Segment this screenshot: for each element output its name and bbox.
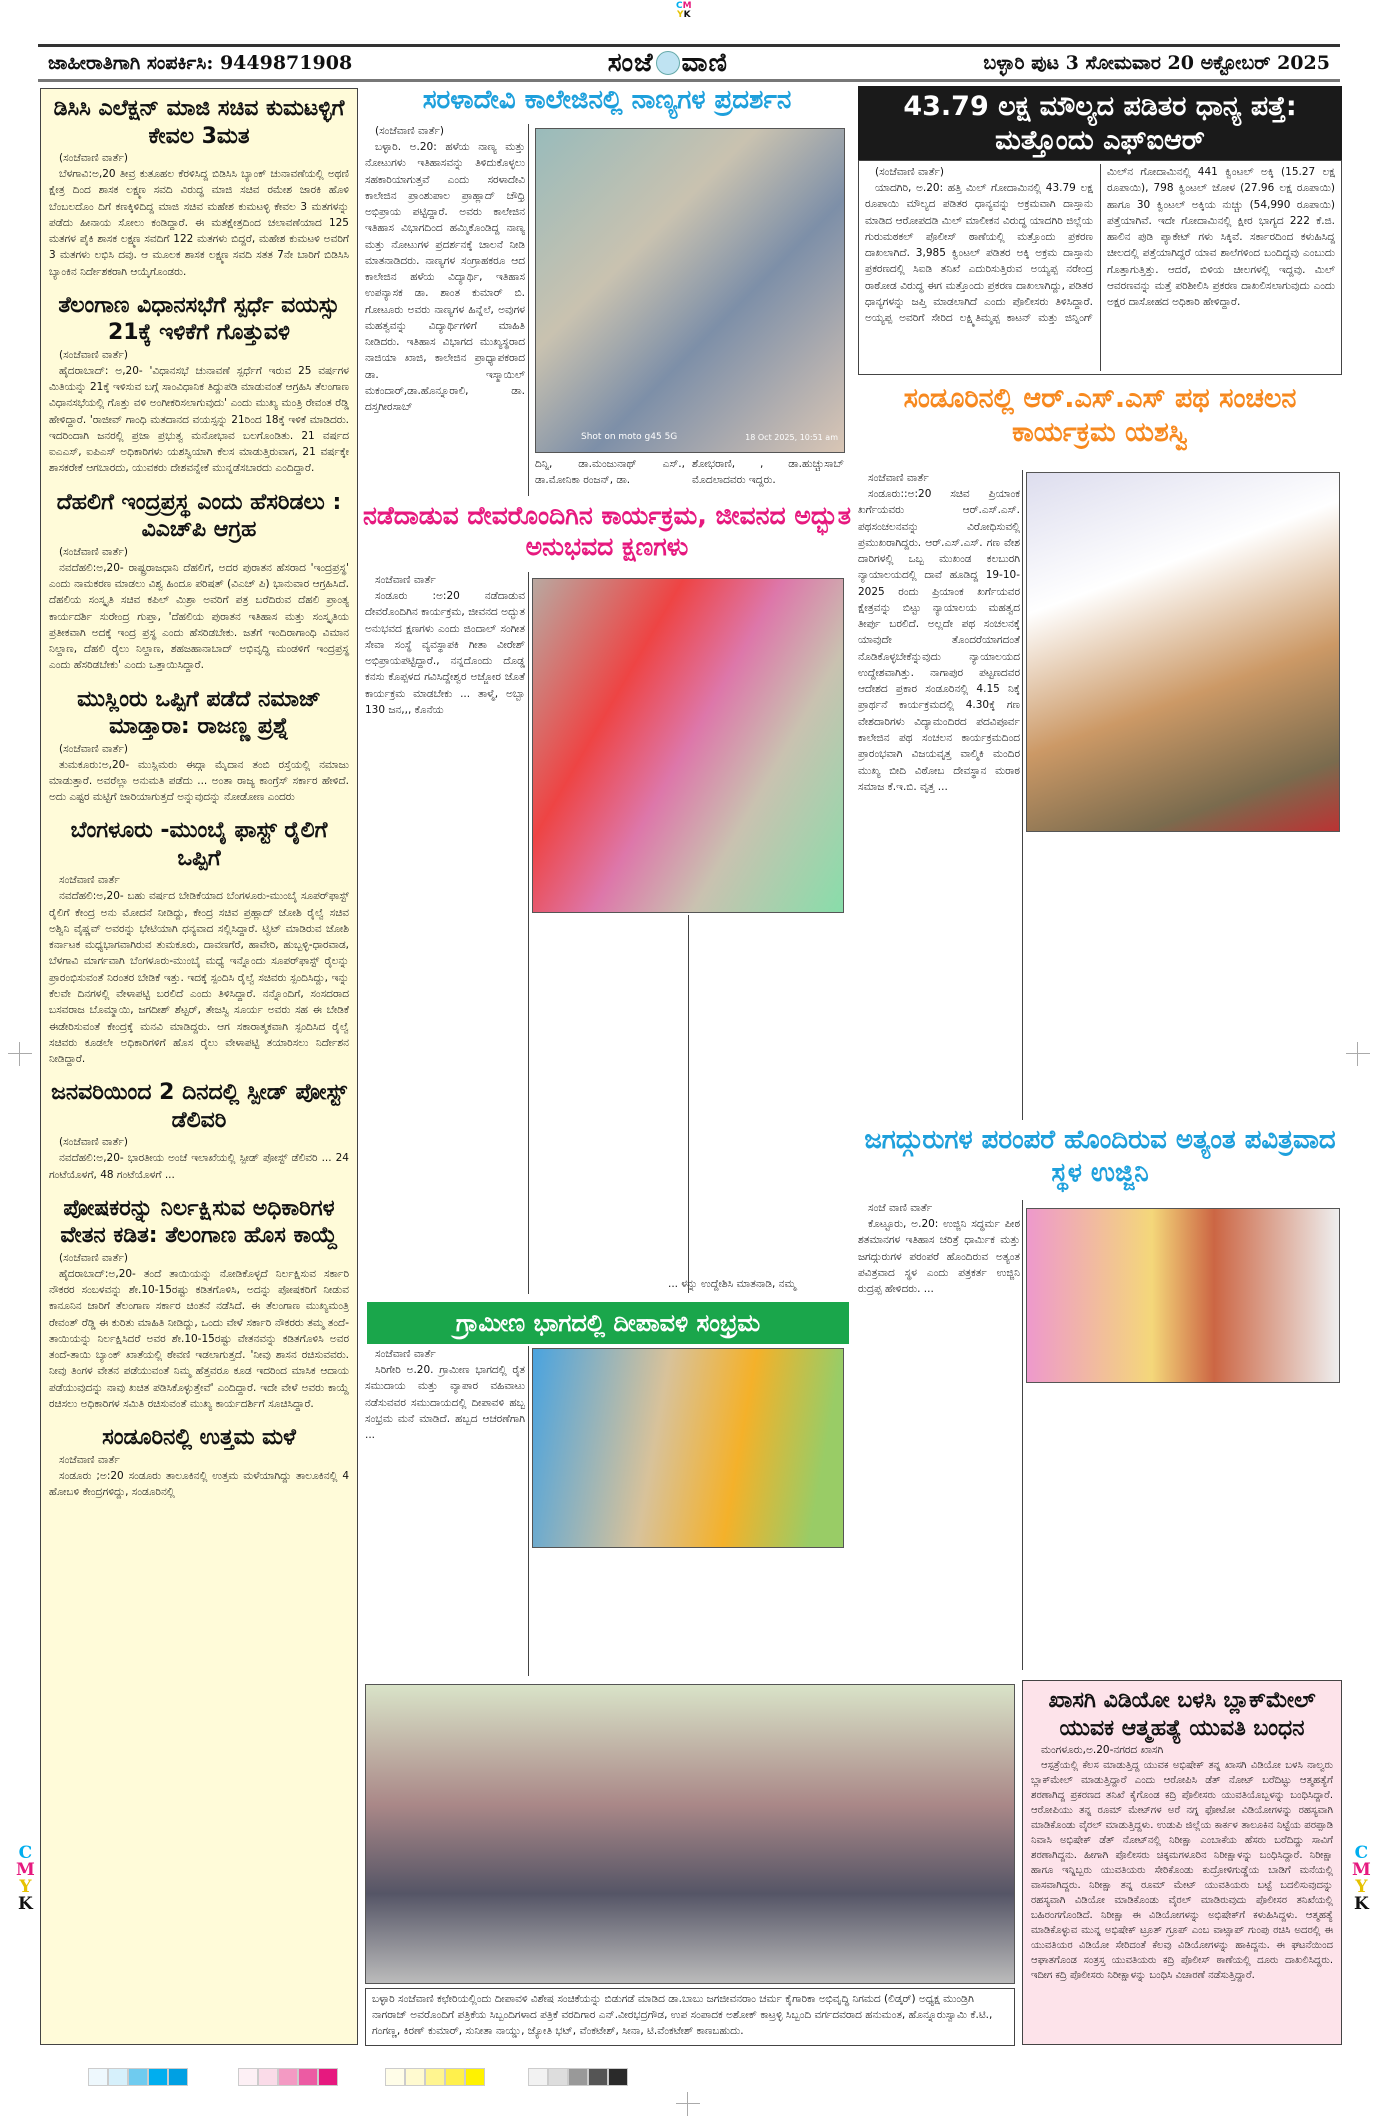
page-header xyxy=(38,44,1340,82)
byline: ಸಂಜೆವಾಣಿ ವಾರ್ತೆ xyxy=(59,1453,120,1466)
nadedaduva-article xyxy=(365,572,525,1292)
article-body: ಸಂಡೂರು::ಅ:20 ಸಚಿವ ಪ್ರಿಯಾಂಕ ಖರ್ಗೆಯವರು ಆರ್.ಎಸ್.ಎಸ್. ಪಥಸಂಚಲನವನ್ನು ವಿರೋಧಿಸುವಲ್ಲಿ ಪ್ರಮುಖರಾಗಿದ್ದರು. ಆರ್.ಎಸ್.ಎಸ್. ಗಣ ವೇಶ ದಾರಿಗಳಲ್ಲಿ ಒಬ್ಬ ಮುಖಂಡ ಕಲಬುರಗಿ ನ್ಯಾಯಾಲಯದಲ್ಲಿ ದಾವೆ ಹೂಡಿದ್ದ 19-10-2025 ರಂದು ಪ್ರಿಯಾಂಕ ಖರ್ಗೆಯವರ ಕ್ಷೇತ್ರವನ್ನು ಬಿಟ್ಟು ನ್ಯಾಯಾಲಯ ಮಹತ್ವದ ತೀರ್ಪು ಬರಲಿದೆ. ಅಲ್ಲದೇ ಪಥ ಸಂಚಲನಕ್ಕೆ ಯಾವುದೇ ತೊಂದರೆಯಾಗದಂತೆ ನೊಡಿಕೊಳ್ಳಬೇಕೆನ್ನುವುದು ನ್ಯಾಯಾಲಯದ ಉದ್ದೇಶವಾಗಿತ್ತು. ನಾಗಾಪುರ ಪಟ್ಟಣದವರ ಆದೇಶದ ಪ್ರಕಾರ ಸಂಡೂರಿನಲ್ಲಿ 4.15 ನಿಕ್ಕೆ ಪ್ರಾರ್ಥನೆ ಕಾರ್ಯಕ್ರಮದಲ್ಲಿ 4.30ಕ್ಕೆ ಗಣ ವೇಶದಾರಿಗಳು ವಿದ್ಯಾಮಂದಿರದ ಪದವಿಪೂರ್ವ ಕಾಲೇಜಿನ ಪಥ ಸಂಚಲನ ಕಾರ್ಯಕ್ರಮದಿಂದ ಪ್ರಾರಂಭವಾಗಿ ವಿಜಯವೃತ್ತ ವಾಲ್ಮಿಕಿ ಮಂದಿರ ಮುಖ್ಯ ಬೀದಿ ವಿಠೋಬ ದೇವಸ್ಥಾನ ಮರಾಠ ಸಮಾಜ ಕೆ.ಇ.ಬಿ. ವೃತ್ತ ... xyxy=(858,488,1020,793)
byline: ಸಂಜೆವಾಣಿ ವಾರ್ತೆ xyxy=(375,1348,436,1360)
color-swatch xyxy=(548,2068,568,2086)
color-swatch xyxy=(568,2068,588,2086)
color-swatch xyxy=(128,2068,148,2086)
masthead-logo: ಸಂಜೆ ವಾಣಿ xyxy=(607,47,728,78)
headline-nadedaduva: ನಡೆದಾಡುವ ದೇವರೊಂದಿಗಿನ ಕಾರ್ಯಕ್ರಮ, ಜೀವನದ ಅದ್ಭುತ ಅನುಭವದ ಕ್ಷಣಗಳು xyxy=(362,501,852,562)
color-bar-magenta xyxy=(238,2068,338,2086)
color-bar-black xyxy=(528,2068,628,2086)
color-swatch xyxy=(238,2068,258,2086)
coin-exhibition-photo xyxy=(535,128,845,453)
headline-gramina-deepavali: ಗ್ರಾಮೀಣ ಭಾಗದಲ್ಲಿ ದೀಪಾವಳಿ ಸಂಭ್ರಮ xyxy=(367,1302,849,1344)
saraladevi-article xyxy=(365,123,525,498)
article-body: ಸಂಡೂರು ;ಅ:20 ಸಂಡೂರು ತಾಲೂಕಿನಲ್ಲಿ ಉತ್ತಮ ಮಳೆಯಾಗಿದ್ದು ತಾಲೂಕಿನಲ್ಲಿ 4 ಹೋಬಳಿ ಕೇಂದ್ರಗಳಿದ್ದು, ಸಂಡೂರಿನಲ್ಲಿ xyxy=(49,1469,349,1498)
byline: (ಸಂಜೆವಾಣಿ ವಾರ್ತೆ) xyxy=(59,1251,128,1264)
headline-parents-salary: ಪೋಷಕರನ್ನು ನಿರ್ಲಕ್ಷಿಸುವ ಅಧಿಕಾರಿಗಳ ವೇತನ ಕಡಿತ: ತೆಲಂಗಾಣ ಹೊಸ ಕಾಯ್ದೆ xyxy=(60,1195,338,1249)
left-news-column xyxy=(40,88,358,2045)
headline-sandur-rain: ಸಂಡೂರಿನಲ್ಲಿ ಉತ್ತಮ ಮಳೆ xyxy=(102,1425,296,1451)
article-body: ಬಳ್ಳಾರಿ. ಅ.20: ಹಳೆಯ ನಾಣ್ಯ ಮತ್ತು ನೋಟುಗಳು ಇತಿಹಾಸವನ್ನು ತಿಳಿದುಕೊಳ್ಳಲು ಸಹಕಾರಿಯಾಗುತ್ತವೆ ಎಂದು ಸರಳಾದೇವಿ ಕಾಲೇಜಿನ ಪ್ರಾಂಶುಪಾಲ ಪ್ರಾಹ್ಲಾದ್ ಚೌಧ್ರಿ ಅಭಿಪ್ರಾಯ ಪಟ್ಟಿದ್ದಾರೆ. ಅವರು ಕಾಲೇಜಿನ ಇತಿಹಾಸ ವಿಭಾಗದಿಂದ ಹಮ್ಮಿಕೊಂಡಿದ್ದ ನಾಣ್ಯ ಮತ್ತು ನೋಟುಗಳ ಪ್ರದರ್ಶನಕ್ಕೆ ಚಾಲನೆ ನೀಡಿ ಮಾತನಾಡಿದರು. ನಾಣ್ಯಗಳ ಸಂಗ್ರಾಹಕರೂ ಆದ ಕಾಲೇಜಿನ ಹಳೆಯ ವಿದ್ಯಾರ್ಥಿ, ಇತಿಹಾಸ ಉಪನ್ಯಾಸಕ ಡಾ. ಶಾಂತ ಕುಮಾರ್ ಬಿ. ಗೋಟೂರು ಅವರು ನಾಣ್ಯಗಳ ಹಿನ್ನೆಲೆ, ಅವುಗಳ ಮಹತ್ವವನ್ನು ವಿದ್ಯಾರ್ಥಿಗಳಿಗೆ ಮಾಹಿತಿ ನೀಡಿದರು. ಇತಿಹಾಸ ವಿಭಾಗದ ಮುಖ್ಯಸ್ಥರಾದ ನಾಜಿಯಾ ಖಾಜಿ, ಕಾಲೇಜಿನ ಪ್ರಾಧ್ಯಾಪಕರಾದ ಡಾ. ಇಸ್ಮಾಯಿಲ್ ಮಕಂದಾರ್,ಡಾ.ಹೊನ್ನೂರಾಲಿ, ಡಾ. ದಸ್ತಗೀರಸಾಬ್ xyxy=(365,141,525,414)
article-body: ಕೊಟ್ಟೂರು, ಅ.20: ಉಜ್ಜಿನಿ ಸದ್ಧರ್ಮ ಪೀಠ ಶತಮಾನಗಳ ಇತಿಹಾಸ ಚರಿತ್ರೆ ಧಾರ್ಮಿಕ ಮತ್ತು ಜಗದ್ಗುರುಗಳ ಪರಂಪರೆ ಹೊಂದಿರುವ ಅತ್ಯಂತ ಪವಿತ್ರವಾದ ಸ್ಥಳ ಎಂದು ಪತ್ರಕರ್ತ ಉಜ್ಜಿನಿ ರುದ್ರಪ್ಪ ಹೇಳಿದರು. ... xyxy=(858,1218,1020,1296)
headline-saraladevi: ಸರಳಾದೇವಿ ಕಾಲೇಜಿನಲ್ಲಿ ನಾಣ್ಯಗಳ ಪ್ರದರ್ಶನ xyxy=(422,85,792,115)
color-swatch xyxy=(108,2068,128,2086)
byline: (ಸಂಜೆವಾಣಿ ವಾರ್ತೆ) xyxy=(59,742,128,755)
color-swatch xyxy=(148,2068,168,2086)
article-body: ದಿನ್ನಿ, ಡಾ.ಮಂಜುನಾಥ್ ಎಸ್., ಡಾ.ಮೋನಿಕಾ ರಂಜನ್, ಡಾ. xyxy=(535,458,685,487)
photo-stamp: Shot on moto g45 5G xyxy=(581,432,678,442)
article-body: ಆಸ್ಪತ್ರೆಯಲ್ಲಿ ಕೆಲಸ ಮಾಡುತ್ತಿದ್ದ ಯುವಕ ಅಭಿಷೇಕ್ ತನ್ನ ಖಾಸಗಿ ವಿಡಿಯೋ ಬಳಸಿ ನಾಲ್ವರು ಬ್ಲಾಕ್‌ಮೇಲ್ ಮಾಡುತ್ತಿದ್ದಾರೆ ಎಂದು ಆರೋಪಿಸಿ ಡೆತ್ ನೋಟ್ ಬರೆದಿಟ್ಟು ಆತ್ಮಹತ್ಯೆಗೆ ಶರಣಾಗಿದ್ದ ಪ್ರಕರಣದ ತನಿಖೆ ಕೈಗೊಂಡ ಕದ್ರಿ ಪೊಲೀಸರು ಯುವತಿಯೊಬ್ಬಳನ್ನು ಬಂಧಿಸಿದ್ದಾರೆ. ಆರೋಪಿಯು ತನ್ನ ರೂಮ್ ಮೇಟ್‌ಗಳ ಅರೆ ನಗ್ನ ಫೋಟೋ ವಿಡಿಯೋಗಳನ್ನು ರಹಸ್ಯವಾಗಿ ಮಾಡಿಕೊಂಡು ವೈರಲ್ ಮಾಡುತ್ತಿದ್ದಳು. ಉಡುಪಿ ಜಿಲ್ಲೆಯ ಕಾರ್ಕಳ ತಾಲೂಕಿನ ನಿಟ್ಟೆಯ ಪರಪ್ಪಾಡಿ ನಿವಾಸಿ ಅಭಿಷೇಕ್ ಡೆತ್ ನೋಟ್‌ನಲ್ಲಿ ನಿರೀಕ್ಷಾ ಎಂಬಾಕೆಯ ಹೆಸರು ಬರೆದಿದ್ದು ಸಾವಿಗೆ ಶರಣಾಗಿದ್ದನು. ಹೀಗಾಗಿ ಪೊಲೀಸರು ಚಿಕ್ಕಮಗಳೂರಿನ ನಿರೀಕ್ಷಾಳನ್ನು ಬಂಧಿಸಿದ್ದಾರೆ. ನಿರೀಕ್ಷಾ ಹಾಗೂ ಇನ್ನಿಬ್ಬರು ಯುವತಿಯರು ಸೇರಿಕೊಂಡು ಕುದ್ರೋಳಿಗುಡ್ಡೆಯ ಬಾಡಿಗೆ ಮನೆಯಲ್ಲಿ ವಾಸವಾಗಿದ್ದರು. ನಿರೀಕ್ಷಾ ತನ್ನ ರೂಮ್ ಮೇಟ್ ಯುವತಿಯರು ಬಟ್ಟೆ ಬದಲಿಸುವುದನ್ನು ರಹಸ್ಯವಾಗಿ ವಿಡಿಯೋ ಮಾಡಿಕೊಂಡು ವೈರಲ್ ಮಾಡಿರುವುದು ಪೊಲೀಸರ ತನಿಖೆಯಲ್ಲಿ ಬಹಿರಂಗಗೊಂಡಿದೆ. ನಿರೀಕ್ಷಾ ಈ ವಿಡಿಯೋಗಳನ್ನು ಅಭಿಷೇಕ್‌ಗೆ ಕಳುಹಿಸಿದ್ದಳು. ಆತ್ಮಹತ್ಯೆ ಮಾಡಿಕೊಳ್ಳುವ ಮುನ್ನ ಅಭಿಷೇಕ್ ಟ್ರೂತ್ ಗ್ರೂಪ್ ಎಂಬ ವಾಟ್ಸಾಪ್ ಗುಂಪು ರಚಿಸಿ ಅದರಲ್ಲಿ ಈ ಯುವತಿಯರ ವಿಡಿಯೋ ಸೇರಿದಂತೆ ಕೆಲವು ವಿಡಿಯೋಗಳನ್ನು ಹಾಕಿದ್ದನು. ಈ ಘಟನೆಯಿಂದ ಆಘಾತಗೊಂಡ ಸಂತ್ರಸ್ತ ಯುವತಿಯರು ಕದ್ರಿ ಪೊಲೀಸ್ ಠಾಣೆಯಲ್ಲಿ ದೂರು ದಾಖಲಿಸಿದ್ದರು. ಇದೀಗ ಕದ್ರಿ ಪೊಲೀಸರು ನಿರೀಕ್ಷಾಳನ್ನು ಬಂಧಿಸಿ ವಿಚಾರಣೆ ನಡೆಸುತ್ತಿದ್ದಾರೆ. xyxy=(1031,1760,1333,1981)
headline-indraprastha: ದೆಹಲಿಗೆ ಇಂದ್ರಪ್ರಸ್ಥ ಎಂದು ಹೆಸರಿಡಲು : ವಿಎಚ್‌ಪಿ ಆಗ್ರಹ xyxy=(56,489,342,543)
byline: ಸಂಜೆವಾಣಿ ವಾರ್ತೆ xyxy=(868,472,929,484)
blackmail-article xyxy=(1022,1680,1342,2045)
headline-grain-fir: 43.79 ಲಕ್ಷ ಮೌಲ್ಯದ ಪಡಿತರ ಧಾನ್ಯ ಪತ್ತೆ: ಮತ್ತೊಂದು ಎಫ್‌ಐಆರ್ xyxy=(858,86,1342,160)
color-swatch xyxy=(528,2068,548,2086)
color-swatch xyxy=(588,2068,608,2086)
byline: ಸಂಜೆವಾಣಿ ವಾರ್ತೆ xyxy=(59,874,120,887)
headline-namaz: ಮುಸ್ಲಿಂರು ಒಪ್ಪಿಗೆ ಪಡೆದೆ ನಮಾಜ್ ಮಾಡ್ತಾರಾ: ರಾಜಣ್ಣ ಪ್ರಶ್ನೆ xyxy=(77,686,321,740)
color-swatch xyxy=(445,2068,465,2086)
registration-mark xyxy=(676,2092,700,2116)
article-body: ಸಂಡೂರು :ಅ:20 ನಡೆದಾಡುವ ದೇವರೊಂದಿಗಿನ ಕಾರ್ಯಕ್ರಮ, ಜೀವನದ ಅದ್ಭುತ ಅನುಭವದ ಕ್ಷಣಗಳು ಎಂದು ಜಿಂದಾಲ್ ಸಂಗೀತ ಸೇವಾ ಸಂಸ್ಥೆ ವ್ಯವಸ್ಥಾಪಕಿ ಗೀತಾ ವೀರೇಶ್ ಅಭಿಪ್ರಾಯಪಟ್ಟಿದ್ದಾರೆ., ನನ್ನದೊಂದು ದೊಡ್ಡ ಕನಸು ಕೊಪ್ಪಳದ ಗವಿಸಿದ್ದೇಶ್ವರ ಅಜ್ಜೋರ ಜೊತೆ ಕಾರ್ಯಕ್ರಮ ಮಾಡಬೇಕು ... ತಾಳ್ಮೆ, ಅಬ್ಬಾ 130 ಜನ,,, ಕೊನೆಯ xyxy=(365,590,525,716)
color-bar-cyan xyxy=(88,2068,188,2086)
edition-date: ಬಳ್ಳಾರಿ ಪುಟ 3 ಸೋಮವಾರ 20 ಅಕ್ಟೋಬರ್ 2025 xyxy=(983,52,1330,74)
cmyk-mark-left: C M Y K xyxy=(16,1843,35,1914)
article-body: ... ಳನ್ನು ಉದ್ದೇಶಿಸಿ ಮಾತನಾಡಿ, ನಮ್ಮ xyxy=(668,1278,796,1290)
color-swatch xyxy=(608,2068,628,2086)
color-swatch xyxy=(258,2068,278,2086)
photo-date: 18 Oct 2025, 10:51 am xyxy=(745,433,838,442)
color-swatch xyxy=(318,2068,338,2086)
ujjaini-article xyxy=(858,1200,1020,1670)
color-swatch xyxy=(298,2068,318,2086)
color-swatch xyxy=(88,2068,108,2086)
article-body: ನವದೆಹಲಿ:ಅ,20- ಬಹು ವರ್ಷದ ಬೇಡಿಕೆಯಾದ ಬೆಂಗಳೂರು-ಮುಂಬೈ ಸೂಪರ್‌ಫಾಸ್ಟ್ ರೈಲಿಗೆ ಕೇಂದ್ರ ಅನು ಮೋದನೆ ನೀಡಿದ್ದು, ಕೇಂದ್ರ ಸಚಿವ ಪ್ರಹ್ಲಾದ್ ಜೋಶಿ ರೈಲ್ವೆ ಸಚಿವ ಅಶ್ವಿನಿ ವೈಷ್ಣವ್ ಅವರನ್ನು ಭೇಟಿಯಾಗಿ ಧನ್ಯವಾದ ಸಲ್ಲಿಸಿದ್ದಾರೆ. ಟ್ವಿಟ್ ಮಾಡಿರುವ ಜೋಶಿ ಕರ್ನಾಟಕ ಮಧ್ಯಭಾಗವಾಗಿರುವ ತುಮಕೂರು, ದಾವಣಗೆರೆ, ಹಾವೇರಿ, ಹುಬ್ಬಳ್ಳಿ-ಧಾರವಾಡ, ಬೆಳಗಾವಿ ಮಾರ್ಗವಾಗಿ ಬೆಂಗಳೂರು-ಮುಂಬೈ ಮಧ್ಯೆ ಇನ್ನೊಂದು ಸೂಪರ್‌ಫಾಸ್ಟ್ ರೈಲನ್ನು ಪ್ರಾರಂಭಿಸುವಂತೆ ನಿರಂತರ ಬೇಡಿಕೆ ಇತ್ತು. ಇದಕ್ಕೆ ಸ್ಪಂದಿಸಿ ರೈಲ್ವೆ ಸಚಿವರು ಸ್ಪಂದಿಸಿದ್ದು, ಇನ್ನು ಕೆಲವೇ ದಿನಗಳಲ್ಲಿ ವೇಳಾಪಟ್ಟಿ ಬರಲಿದೆ ಎಂದು ತಿಳಿಸಿದ್ದಾರೆ. ನನ್ನೊಂದಿಗೆ, ಸಂಸದರಾದ ಬಸವರಾಜ ಬೊಮ್ಮಾಯಿ, ಜಗದೀಶ್ ಶೆಟ್ಟರ್, ತೇಜಸ್ವಿ ಸೂರ್ಯ ಅವರು ಸಹ ಈ ಬೇಡಿಕೆ ಈಡೇರಿಸುವಂತೆ ಕೇಂದ್ರಕ್ಕೆ ಮನವಿ ಮಾಡಿದ್ದರು. ಆಗ ಸಕಾರಾತ್ಮಕವಾಗಿ ಸ್ಪಂದಿಸಿದ ರೈಲ್ವೆ ಸಚಿವರು ಕೂಡಲೇ ಅಧಿಕಾರಿಗಳಿಗೆ ಹೊಸ ರೈಲು ವೇಳಾಪಟ್ಟಿ ತಯಾರಿಸಲು ನಿರ್ದೇಶನ ನೀಡಿದ್ದಾರೆ. xyxy=(49,890,349,1066)
color-swatch xyxy=(405,2068,425,2086)
headline-blackmail: ಖಾಸಗಿ ವಿಡಿಯೋ ಬಳಸಿ ಬ್ಲಾಕ್‌ಮೇಲ್ ಯುವಕ ಆತ್ಮಹತ್ಯೆ ಯುವತಿ ಬಂಧನ xyxy=(1048,1688,1316,1741)
byline: (ಸಂಜೆವಾಣಿ ವಾರ್ತೆ) xyxy=(59,545,128,558)
headline-fast-rail: ಬೆಂಗಳೂರು -ಮುಂಬೈ ಫಾಸ್ಟ್ ರೈಲಿಗೆ ಒಪ್ಪಿಗೆ xyxy=(70,818,328,871)
emblem-icon xyxy=(656,51,680,75)
article-body: ಬೆಳಗಾವಿ:ಅ,20 ತೀವ್ರ ಕುತೂಹಲ ಕೆರಳಿಸಿದ್ದ ಬಿಡಿಸಿಸಿ ಬ್ಯಾಂಕ್ ಚುನಾವಣೆಯಲ್ಲಿ ಅಥಣಿ ಕ್ಷೇತ್ರ ದಿಂದ ಶಾಸಕ ಲಕ್ಷ್ಮಣ ಸವದಿ ವಿರುದ್ಧ ಮಾಜಿ ಸಚಿವ ರಮೇಶ ಜಾರಕಿ ಹೊಳಿ ಬೆಂಬಲದೊಂ ದಿಗೆ ಕಣಕ್ಕಿಳಿದಿದ್ದ ಮಾಜಿ ಸಚಿವ ಮಹೇಶ ಕುಮಟಳ್ಳಿ ಕೇವಲ 3 ಮತಗಳನ್ನು ಪಡೆದು ಹೀನಾಯ ಸೋಲು ಕಂಡಿದ್ದಾರೆ. ಈ ಮತಕ್ಷೇತ್ರದಿಂದ ಚಲಾವಣೆಯಾದ 125 ಮತಗಳ ಪೈಕಿ ಶಾಸಕ ಲಕ್ಷ್ಮಣ ಸವದಿಗೆ 122 ಮತಗಳು ಬಿದ್ದರೆ, ಮಹೇಶ ಕುಮಟಳಿ ಅವರಿಗೆ 3 ಮತಗಳು ಲಭಿಸಿ ದವು. ಆ ಮೂಲಕ ಶಾಸಕ ಲಕ್ಷ್ಮಣ ಸವದಿ ಸತತ 7ನೇ ಬಾರಿಗೆ ಬಿಡಿಸಿಸಿ ಬ್ಯಾಂಕಿನ ನಿರ್ದೇಶಕರಾಗಿ ಆಯ್ಕೆಗೊಂಡರು. xyxy=(49,168,349,278)
headline-rss-sandur: ಸಂಡೂರಿನಲ್ಲಿ ಆರ್.ಎಸ್.ಎಸ್ ಪಥ ಸಂಚಲನ ಕಾರ್ಯಕ್ರಮ ಯಶಸ್ವಿ xyxy=(903,383,1297,448)
byline: (ಸಂಜೆವಾಣಿ ವಾರ್ತೆ) xyxy=(59,348,128,361)
color-swatch xyxy=(425,2068,445,2086)
article-body: ಯಾದಗಿರಿ, ಅ.20: ಹತ್ತಿ ಮಿಲ್ ಗೋದಾಮಿನಲ್ಲಿ 43.79 ಲಕ್ಷ ರೂಪಾಯಿ ಮೌಲ್ಯದ ಪಡಿತರ ಧಾನ್ಯವನ್ನು ಅಕ್ರಮವಾಗಿ ದಾಸ್ತಾನು ಮಾಡಿದ ಆರೋಪದಡಿ ಮಿಲ್ ಮಾಲೀಕನ ವಿರುದ್ಧ ಯಾದಗಿರಿ ಜಿಲ್ಲೆಯ ಗುರುಮಠಕಲ್ ಪೊಲೀಸ್ ಠಾಣೆಯಲ್ಲಿ ಮತ್ತೊಂದು ಪ್ರಕರಣ ದಾಖಲಾಗಿದೆ. 3,985 ಕ್ವಿಂಟಲ್ ಪಡಿತರ ಅಕ್ಕಿ ಅಕ್ರಮ ದಾಸ್ತಾನು ಪ್ರಕರಣದಲ್ಲಿ ಸಿಐಡಿ ತನಿಖೆ ಎದುರಿಸುತ್ತಿರುವ ಅಯ್ಯಪ್ಪ ನರೇಂದ್ರ ರಾಠೋಡ ವಿರುದ್ಧ ಈಗ ಮತ್ತೊಂದು ಪ್ರಕರಣ ದಾಖಲಾಗಿದ್ದು, ಪಡಿತರ ಧಾನ್ಯಗಳನ್ನು ಜಪ್ತಿ ಮಾಡಲಾಗಿದೆ ಎಂದು ಪೊಲೀಸರು ತಿಳಿಸಿದ್ದಾರೆ. ಅಯ್ಯಪ್ಪ ಅವರಿಗೆ ಸೇರಿದ ಲಕ್ಷ್ಮಿತಿಮ್ಮಪ್ಪ ಕಾಟನ್ ಮತ್ತು ಜಿನ್ನಿಂಗ್ ಮಿಲ್‌ನ ಗೋದಾಮಿನಲ್ಲಿ 441 ಕ್ವಿಂಟಲ್ ಅಕ್ಕಿ (15.27 ಲಕ್ಷ ರೂಪಾಯಿ), 798 ಕ್ವಿಂಟಲ್ ಜೋಳ (27.96 ಲಕ್ಷ ರೂಪಾಯಿ) ಹಾಗೂ 30 ಕ್ವಿಂಟಲ್ ಅಕ್ಕಿಯ ನುಚ್ಚು (54,990 ರೂಪಾಯಿ) ಪತ್ತೆಯಾಗಿವೆ. ಇದೇ ಗೋದಾಮಿನಲ್ಲಿ ಕ್ಷೀರ ಭಾಗ್ಯದ 222 ಕೆ.ಜಿ. ಹಾಲಿನ ಪುಡಿ ಪ್ಯಾಕೇಟ್ ಗಳು ಸಿಕ್ಕಿವೆ. ಸರ್ಕಾರದಿಂದ ಕಳುಹಿಸಿದ್ದ ಚೀಲದಲ್ಲಿ ಪತ್ತೆಯಾಗಿದ್ದರೆ ಯಾವ ಶಾಲೆಗಳಿಂದ ಬಂದಿದ್ದವು ಎಂಬುದು ಗೊತ್ತಾಗುತ್ತಿತ್ತು. ಆದರೆ, ಬಿಳಿಯ ಚೀಲಗಳಲ್ಲಿ ಇದ್ದವು. ಮಿಲ್ ಆವರಣವನ್ನು ಮತ್ತೆ ಪರಿಶೀಲಿಸಿ ಪ್ರಕರಣ ದಾಖಲಿಸಲಾಗುವುದು ಎಂದು ಅಕ್ಷರ ದಾಸೋಹದ ಅಧಿಕಾರಿ ಹೇಳಿದ್ದಾರೆ. xyxy=(865,166,1335,325)
deepavali-market-photo xyxy=(532,1348,844,1548)
grain-article xyxy=(858,160,1342,375)
diwali-issue-release-photo xyxy=(365,1684,1015,1984)
color-bar-yellow xyxy=(385,2068,485,2086)
byline: ಸಂಜೆವಾಣಿ ವಾರ್ತೆ xyxy=(375,574,436,586)
color-swatch xyxy=(465,2068,485,2086)
byline: (ಸಂಜೆವಾಣಿ ವಾರ್ತೆ) xyxy=(875,166,944,178)
photo-caption: ಬಳ್ಳಾರಿ ಸಂಜೆವಾಣಿ ಕಛೇರಿಯಲ್ಲಿಂದು ದೀಪಾವಳಿ ವಿಶೇಷ ಸಂಚಿಕೆಯನ್ನು ಬಿಡುಗಡೆ ಮಾಡಿದ ಡಾ.ಬಾಬು ಜಗಜೀವನರಾಂ ಚರ್ಮ ಕೈಗಾರಿಕಾ ಅಭಿವೃದ್ಧಿ ನಿಗಮದ (ಲಿಡ್ಕರ್) ಅಧ್ಯಕ್ಷ ಮುಂಡ್ರಿಗಿ ನಾಗರಾಜ್ ಅವರೊಂದಿಗೆ ಪತ್ರಿಕೆಯ ಸಿಬ್ಬಂದಿಗಳಾದ ಪತ್ರಿಕೆ ವರದಿಗಾರ ಎನ್.ವೀರಭದ್ರಗೌಡ, ಉಪ ಸಂಪಾದಕ ಅಶೋಕ್ ಕಾಟ್ರಳ್ಳಿ ಸಿಬ್ಬಂದಿ ವರ್ಗದವರಾದ ಹನುಮಂತ, ಹೊನ್ನೂರುಸ್ವಾಮಿ ಕೆ.ಟಿ., ಗಂಗಣ್ಣ, ಕಿರಣ್ ಕುಮಾರ್, ಸುನೀತಾ ನಾಯ್ಡು, ಜ್ಯೋತಿ ಭಟ್, ವೆಂಕಟೇಶ್, ಸೀನಾ, ಟಿ.ವೆಂಕಟೇಶ್ ಕಾಣಬಹುದು. xyxy=(365,1988,1015,2046)
byline: ಸಂಜೆ ವಾಣಿ ವಾರ್ತೆ xyxy=(868,1202,933,1214)
swamiji-event-photo xyxy=(532,578,844,913)
article-body: ತುಮಕೂರು:ಅ,20- ಮುಸ್ಲಿಮರು ಈದ್ಗಾ ಮೈದಾನ ತಂಬಿ ರಸ್ತೆಯಲ್ಲಿ ನಮಾಜು ಮಾಡುತ್ತಾರೆ. ಅವರೆಲ್ಲಾ ಅನುಮತಿ ಪಡೆದು ... ಅಂತಾ ರಾಜ್ಯ ಕಾಂಗ್ರೆಸ್ ಸರ್ಕಾರ ಹೇಳಿದೆ. ಅದು ಎಷ್ಟರ ಮಟ್ಟಿಗೆ ಜಾರಿಯಾಗುತ್ತದೆ ಅನ್ನುವುದನ್ನು ನೋಡೋಣ ಎಂದರು xyxy=(49,758,349,804)
rss-march-photo xyxy=(1026,472,1340,832)
ad-contact: ಜಾಹೀರಾತಿಗಾಗಿ ಸಂಪರ್ಕಿಸಿ: 9449871908 xyxy=(48,52,353,74)
ujjaini-event-photo xyxy=(1026,1208,1340,1383)
headline-telangana-age: ತೆಲಂಗಾಣ ವಿಧಾನಸಭೆಗೆ ಸ್ಪರ್ಧೆ ವಯಸ್ಸು 21ಕ್ಕೆ ಇಳಿಕೆಗೆ ಗೊತ್ತುವಳಿ xyxy=(58,292,340,346)
byline: (ಸಂಜೆವಾಣಿ ವಾರ್ತೆ) xyxy=(375,125,444,137)
headline-speed-post: ಜನವರಿಯಿಂದ 2 ದಿನದಲ್ಲಿ ಸ್ಪೀಡ್ ಪೋಸ್ಟ್ ಡೆಲಿವರಿ xyxy=(51,1080,347,1133)
article-body: ನವದೆಹಲಿ:ಅ,20- ಭಾರತೀಯ ಅಂಚೆ ಇಲಾಖೆಯಲ್ಲಿ ಸ್ಪೀಡ್ ಪೋಸ್ಟ್ ಡೆಲಿವರಿ ... 24 ಗಂಟೆಯೊಳಗೆ, 48 ಗಂಟೆಯೊಳಗೆ ... xyxy=(49,1152,349,1181)
byline: ಮಂಗಳೂರು,ಅ.20-ನಗರದ ಖಾಸಗಿ xyxy=(1041,1744,1164,1756)
headline-dcc-election: ಡಿಸಿಸಿ ಎಲೆಕ್ಷನ್ ಮಾಜಿ ಸಚಿವ ಕುಮಟಳ್ಳಿಗೆ ಕೇವಲ 3ಮತ xyxy=(53,96,345,149)
cmyk-mark-right: C M Y K xyxy=(1352,1843,1371,1914)
article-body: ಹೈದರಾಬಾದ್:ಅ,20- ತಂದೆ ತಾಯಿಯನ್ನು ನೋಡಿಕೊಳ್ಳದೆ ನಿರ್ಲಕ್ಷಿಸುವ ಸರ್ಕಾರಿ ನೌಕರರ ಸಂಬಳವನ್ನು ಶೇ.10-15ರಷ್ಟು ಕಡಿತಗೊಳಿಸಿ, ಅದನ್ನು ಪೋಷಕರಿಗೆ ನೀಡುವ ಕಾನೂನಿನ ಜಾರಿಗೆ ತೆಲಂಗಾಣ ಸರ್ಕಾರ ಚಿಂತನೆ ನಡೆಸಿದೆ. ಈ ತೆಲಂಗಾಣ ಮುಖ್ಯಮಂತ್ರಿ ರೇವಂತ್ ರೆಡ್ಡಿ ಈ ಕುರಿತು ಮಾಹಿತಿ ನೀಡಿದ್ದು, ಒಂದು ವೇಳೆ ಸರ್ಕಾರಿ ನೌಕರರು ತಮ್ಮ ತಂದೆ-ತಾಯಿಯನ್ನು ನಿರ್ಲಕ್ಷಿಸಿದರೆ ಅವರ ಶೇ.10-15ರಷ್ಟು ವೇತನವನ್ನು ಕಡಿತಗೊಳಿಸಿ ಅವರ ತಂದೆ-ತಾಯಿ ಬ್ಯಾಂಕ್ ಖಾತೆಯಲ್ಲಿ ಠೇವಣಿ ಇಡಲಾಗುತ್ತದೆ. 'ನೀವು ಶಾಸನ ರಚಿಸುವವರು. ನೀವು ತಿಂಗಳ ವೇತನ ಪಡೆಯುವಂತೆ ನಿಮ್ಮ ಹೆತ್ತವರೂ ಕೂಡ ಇದರಿಂದ ಮಾಸಿಕ ಆದಾಯ ಪಡೆಯುವುದನ್ನು ನಾವು ಖಚಿತ ಪಡಿಸಿಕೊಳ್ಳುತ್ತೇವೆ' ಎಂದಿದ್ದಾರೆ. ಇದೇ ವೇಳೆ ಅವರು ಕಾಯ್ದೆ ರಚಿಸಲು ಅಧಿಕಾರಿಗಳ ಸಮಿತಿ ರಚಿಸುವಂತೆ ಮುಖ್ಯ ಕಾರ್ಯದರ್ಶಿಗೆ ಸೂಚಿಸಿದ್ದಾರೆ. xyxy=(49,1267,349,1410)
registration-mark xyxy=(1346,1042,1370,1066)
color-swatch xyxy=(278,2068,298,2086)
gramina-article xyxy=(365,1346,525,1676)
color-swatch xyxy=(385,2068,405,2086)
article-body: ಶೋಭರಾಣಿ, , ಡಾ.ಹುಚ್ಚುಸಾಬ್ ಮೊದಲಾದವರು ಇದ್ದರು. xyxy=(692,458,844,487)
headline-ujjaini: ಜಗದ್ಗುರುಗಳ ಪರಂಪರೆ ಹೊಂದಿರುವ ಅತ್ಯಂತ ಪವಿತ್ರವಾದ ಸ್ಥಳ ಉಜ್ಜಿನಿ xyxy=(864,1125,1336,1188)
article-body: ಹೈದರಾಬಾದ್: ಅ,20- 'ವಿಧಾನಸಭೆ ಚುನಾವಣೆ ಸ್ಪರ್ಧೆಗೆ ಇರುವ 25 ವರ್ಷಗಳ ಮಿತಿಯನ್ನು 21ಕ್ಕೆ ಇಳಿಸುವ ಬಗ್ಗೆ ಸಾಂವಿಧಾನಿಕ ತಿದ್ದುಪಡಿ ಮಾಡುವಂತೆ ಆಗ್ರಹಿಸಿ ತೆಲಂಗಾಣ ವಿಧಾನಸಭೆಯಲ್ಲಿ ಗೊತ್ತು ವಳಿ ಅಂಗೀಕರಿಸಲಾಗುವುದು' ಎಂದು ಮುಖ್ಯ ಮಂತ್ರಿ ರೇವಂತ ರೆಡ್ಡಿ ಹೇಳಿದ್ದಾರೆ. 'ರಾಜೀವ್ ಗಾಂಧಿ ಮತದಾನದ ವಯಸ್ಸನ್ನು 21ರಿಂದ 18ಕ್ಕೆ ಇಳಿಕೆ ಮಾಡಿದರು. ಇದರಿಂದಾಗಿ ಜನರಲ್ಲಿ ಪ್ರಜಾ ಪ್ರಭುತ್ವ ಮನೋಭಾವ ಬಲಗೊಂಡಿತು. 21 ವರ್ಷದ ಐಎಎಸ್, ಐಪಿಎಸ್ ಅಧಿಕಾರಿಗಳು ಯಶಸ್ವಿಯಾಗಿ ಕೆಲಸ ಮಾಡುತ್ತಿರುವಾಗ, 21 ವರ್ಷಕ್ಕೇ ಶಾಸಕರೇಕೆ ಆಗಬಾರದು, ಯುವಕರು ದೇಶವನ್ನೇಕೆ ಮುನ್ನಡೆಸಬಾರದು ಎಂದಿದ್ದಾರೆ. xyxy=(49,364,349,475)
byline: (ಸಂಜೆವಾಣಿ ವಾರ್ತೆ) xyxy=(59,1136,128,1149)
cmyk-mark-top: CM YK xyxy=(676,1,692,20)
article-body: ನವದೆಹಲಿ:ಅ,20- ರಾಷ್ಟ್ರರಾಜಧಾನಿ ದೆಹಲಿಗೆ, ಅದರ ಪುರಾತನ ಹೆಸರಾದ 'ಇಂದ್ರಪ್ರಸ್ಥ' ಎಂದು ನಾಮಕರಣ ಮಾಡಲು ವಿಶ್ವ ಹಿಂದೂ ಪರಿಷತ್ (ವಿಎಚ್ ಪಿ) ಭಾನುವಾರ ಆಗ್ರಹಿಸಿದೆ. ದೆಹಲಿಯ ಸಂಸ್ಕೃತಿ ಸಚಿವ ಕಪಿಲ್ ಮಿಶ್ರಾ ಅವರಿಗೆ ಪತ್ರ ಬರೆದಿರುವ ದೆಹಲಿ ಪ್ರಾಂತ್ಯ ಕಾರ್ಯದರ್ಶಿ ಸುರೇಂದ್ರ ಗುಪ್ತಾ, 'ದೆಹಲಿಯ ಪುರಾತನ ಇತಿಹಾಸ ಮತ್ತು ಸಂಸ್ಕೃತಿಯ ಪ್ರತೀಕವಾಗಿ ಅದಕ್ಕೆ ಇಂದ್ರ ಪ್ರಸ್ಥ ಎಂದು ಹೆಸರಿಡಬೇಕು. ಜತೆಗೆ ಇಂದಿರಾಗಾಂಧಿ ವಿಮಾನ ನಿಲ್ದಾಣ, ದೆಹಲಿ ರೈಲು ನಿಲ್ದಾಣ, ಶಹಜಹಾನಾಬಾದ್ ಅಭಿವೃದ್ಧಿ ಮಂಡಳಿಗೆ ಇಂದ್ರಪ್ರಸ್ಥ ಎಂದು ಹೆಸರಿಡಬೇಕು' ಎಂದು ಒತ್ತಾಯಿಸಿದ್ದಾರೆ. xyxy=(49,561,349,672)
byline: (ಸಂಜೆವಾಣಿ ವಾರ್ತೆ) xyxy=(59,152,128,164)
color-swatch xyxy=(168,2068,188,2086)
registration-mark xyxy=(8,1042,32,1066)
article-body: ಸಿರಿಗೇರಿ ಅ.20. ಗ್ರಾಮೀಣ ಭಾಗದಲ್ಲಿ ರೈತ ಸಮುದಾಯ ಮತ್ತು ವ್ಯಾಪಾರ ವಹಿವಾಟು ನಡೆಸುವವರ ಸಮುದಾಯದಲ್ಲಿ ದೀಪಾವಳಿ ಹಬ್ಬ ಸಂಭ್ರಮ ಮನೆ ಮಾಡಿದೆ. ಹಬ್ಬದ ಆಚರಣೆಗಾಗಿ ... xyxy=(365,1364,525,1442)
rss-article xyxy=(858,470,1020,1120)
